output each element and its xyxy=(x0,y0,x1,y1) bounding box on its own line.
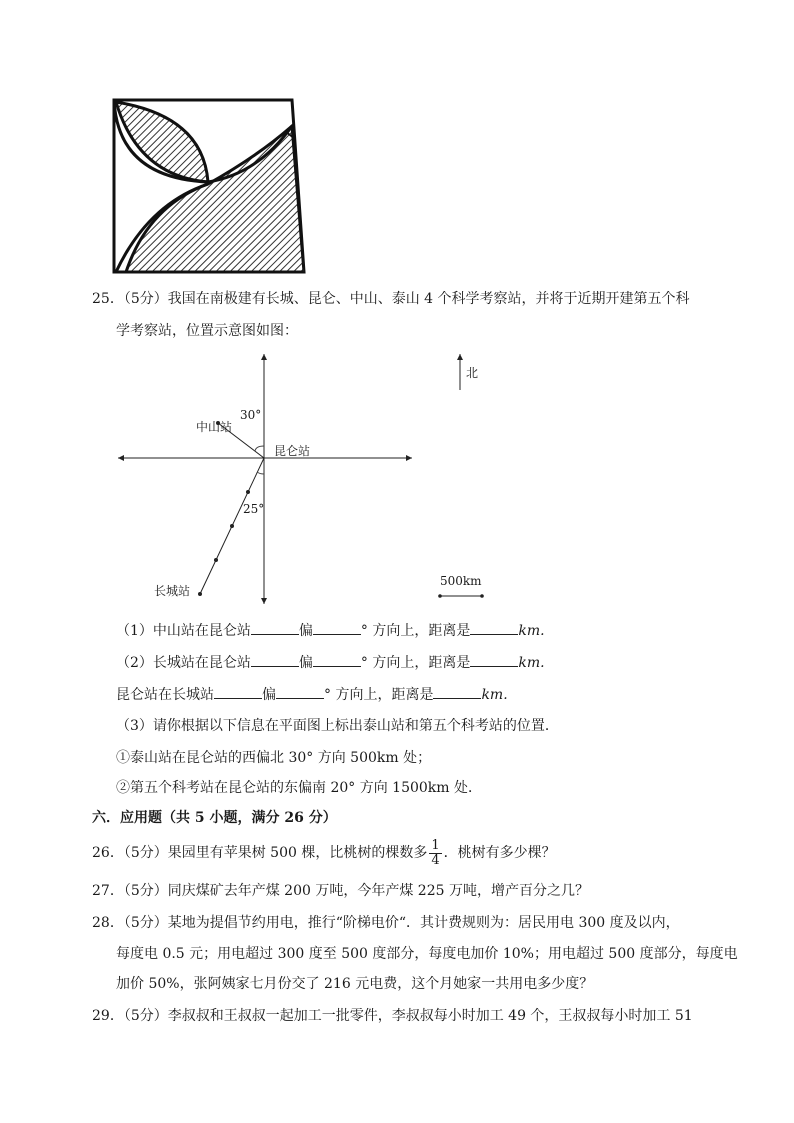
answer-blank[interactable] xyxy=(251,652,299,667)
angle-25-label: 25° xyxy=(243,502,265,516)
changcheng-point xyxy=(198,592,202,596)
q25-item2: ②第五个科考站在昆仑站的东偏南 20° 方向 1500km 处． xyxy=(116,780,483,796)
q25-part2: （2）长城站在昆仑站 偏 ° 方向上，距离是 km. xyxy=(116,652,545,673)
zhongshan-label: 中山站 xyxy=(196,420,233,434)
answer-blank[interactable] xyxy=(313,652,361,667)
direction-diagram xyxy=(114,350,486,610)
q25-intro-line1: 25．（5分）我国在南极建有长城、昆仑、中山、泰山 4 个科学考察站，并将于近期开建第五个科 xyxy=(92,291,690,307)
shaded-geometry-figure xyxy=(108,96,308,280)
q25-part3: （3）请你根据以下信息在平面图上标出泰山站和第五个科考站的位置． xyxy=(116,718,559,734)
answer-blank[interactable] xyxy=(214,684,262,699)
north-label: 北 xyxy=(466,366,479,380)
q28-line2: 每度电 0.5 元；用电超过 300 度至 500 度部分，每度电加价 10%；用电超过 500 度部分，每度电 xyxy=(116,946,738,962)
q25-item1: ①泰山站在昆仑站的西偏北 30° 方向 500km 处； xyxy=(116,750,432,766)
q26: 26．（5分）果园里有苹果树 500 棵，比桃树的棵数多 $\frac{1}{4}$ ．桃树有多少棵？ xyxy=(92,837,556,868)
answer-blank[interactable] xyxy=(313,620,361,635)
q28-line3: 加价 50%，张阿姨家七月份交了 216 元电费，这个月她家一共用电多少度？ xyxy=(116,976,594,992)
kunlun-label: 昆仑站 xyxy=(274,444,311,458)
answer-blank[interactable] xyxy=(470,652,518,667)
direction-diagram-svg xyxy=(114,350,486,610)
answer-blank[interactable] xyxy=(433,684,481,699)
q27: 27．（5分）同庆煤矿去年产煤 200 万吨，今年产煤 225 万吨，增产百分之几？ xyxy=(92,883,589,899)
fraction-one-quarter: $\frac{1}{4}$ xyxy=(431,837,440,868)
q28-line1: 28．（5分）某地为提倡节约用电，推行“阶梯电价“．其计费规则为：居民用电 300 度及以内， xyxy=(92,915,680,931)
scale-label: 500km xyxy=(440,574,482,588)
changcheng-label: 长城站 xyxy=(154,584,191,598)
q25-part1: （1）中山站在昆仑站 偏 ° 方向上，距离是 km. xyxy=(116,620,545,641)
answer-blank[interactable] xyxy=(276,684,324,699)
answer-blank[interactable] xyxy=(470,620,518,635)
q25-intro-line2: 学考察站，位置示意图如图： xyxy=(116,323,298,339)
q25-part2b: 昆仑站在长城站 偏 ° 方向上，距离是 km. xyxy=(116,684,508,705)
angle-30-label: 30° xyxy=(240,408,262,422)
q29: 29．（5分）李叔叔和王叔叔一起加工一批零件，李叔叔每小时加工 49 个，王叔叔每小时加工 51 xyxy=(92,1008,693,1024)
answer-blank[interactable] xyxy=(251,620,299,635)
section6-title: 六．应用题（共 5 小题，满分 26 分） xyxy=(92,810,337,826)
